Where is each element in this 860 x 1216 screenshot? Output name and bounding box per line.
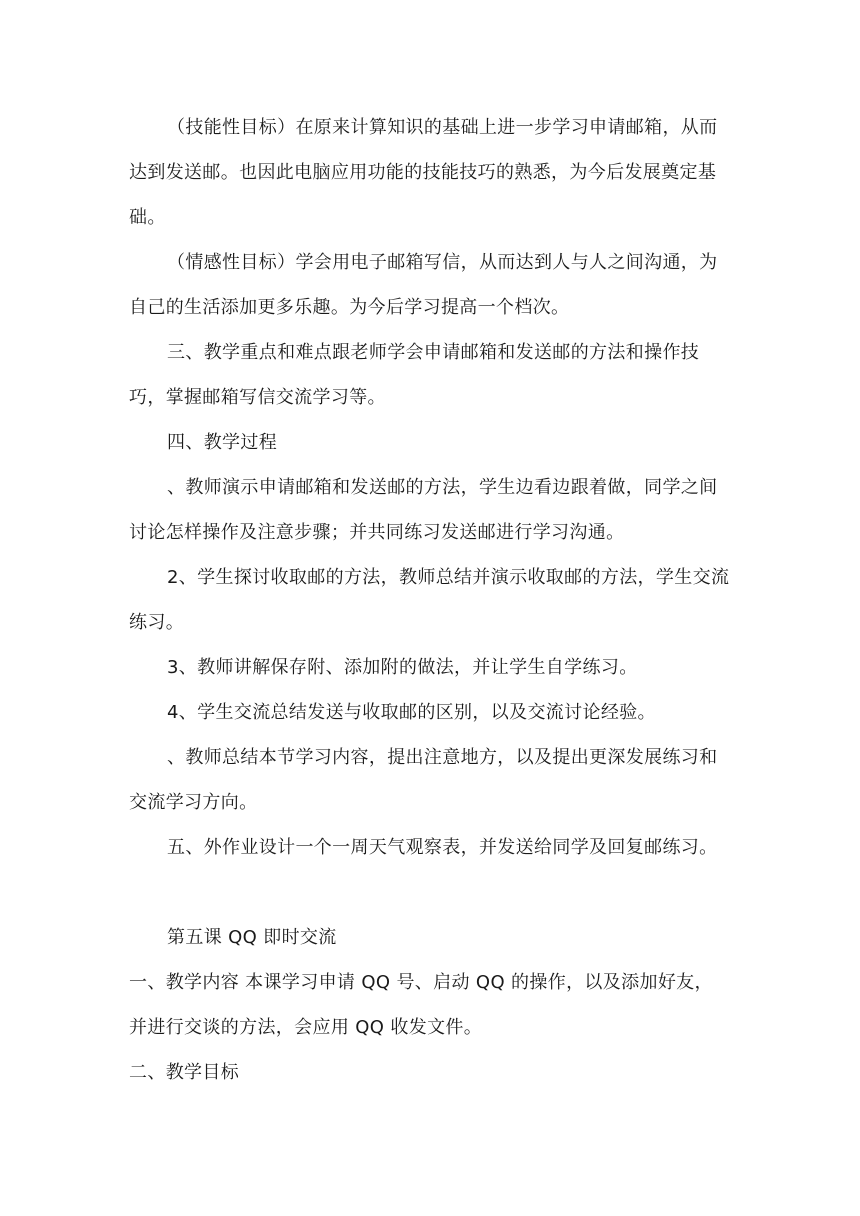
blank-line	[0, 870, 731, 915]
paragraph-step-5: 、教师总结本节学习内容，提出注意地方，以及提出更深发展练习和交流学习方向。	[129, 747, 718, 813]
heading-teaching-process: 四、教学过程	[167, 432, 278, 453]
paragraph-step-3: 3、教师讲解保存附、添加附的做法，并让学生自学练习。	[167, 657, 638, 678]
paragraph-step-4: 4、学生交流总结发送与收取邮的区别，以及交流讨论经验。	[167, 702, 656, 723]
paragraph-homework: 五、外作业设计一个一周天气观察表，并发送给同学及回复邮练习。	[167, 837, 718, 858]
lesson-title: 第五课 QQ 即时交流	[167, 927, 337, 948]
paragraph-key-points: 三、教学重点和难点跟老师学会申请邮箱和发送邮的方法和操作技巧，掌握邮箱写信交流学习等。	[129, 342, 700, 408]
paragraph-lesson-content: 一、教学内容 本课学习申请 QQ 号、启动 QQ 的操作，以及添加好友，并进行交谈的方法，会应用 QQ 收发文件。	[129, 972, 713, 1038]
paragraph-emotion-goal: （情感性目标）学会用电子邮箱写信，从而达到人与人之间沟通，为自己的生活添加更多乐趣。为今后学习提高一个档次。	[129, 252, 718, 318]
heading-teaching-goals: 二、教学目标	[129, 1062, 240, 1083]
document-body	[0, 105, 731, 1095]
paragraph-step-1: 、教师演示申请邮箱和发送邮的方法，学生边看边跟着做，同学之间讨论怎样操作及注意步骤；并共同练习发送邮进行学习沟通。	[129, 477, 718, 543]
paragraph-skill-goal: （技能性目标）在原来计算知识的基础上进一步学习申请邮箱，从而达到发送邮。也因此电脑应用功能的技能技巧的熟悉，为今后发展奠定基础。	[129, 117, 718, 228]
paragraph-step-2: 2、学生探讨收取邮的方法，教师总结并演示收取邮的方法，学生交流练习。	[129, 567, 730, 633]
